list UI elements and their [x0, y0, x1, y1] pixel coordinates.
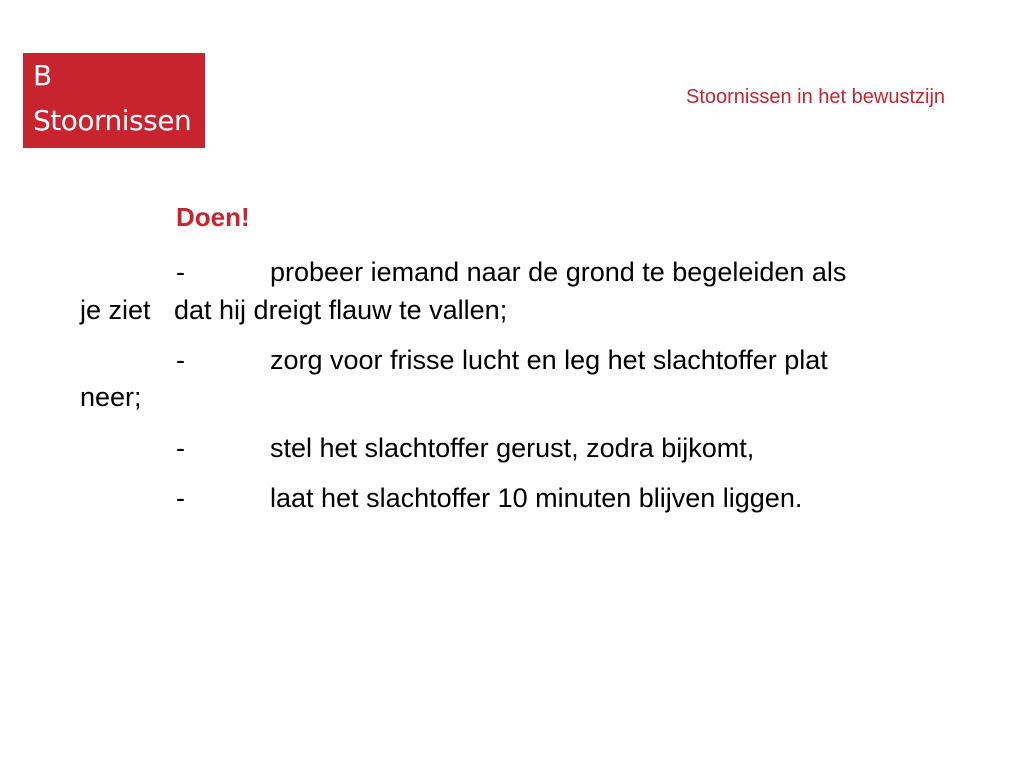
logo-line-2: Stoornissen — [33, 104, 192, 137]
bullet-text-continuation: dat hij dreigt flauw te vallen; — [174, 295, 508, 325]
bullet-text: laat het slachtoffer 10 minuten blijven liggen. — [270, 483, 803, 513]
bullet-marker: - — [176, 257, 185, 287]
logo-line-1: B — [33, 59, 53, 92]
slide-title: Stoornissen in het bewustzijn — [686, 86, 946, 108]
bullet-text: stel het slachtoffer gerust, zodra bijkomt, — [270, 433, 755, 463]
bullet-marker: - — [176, 433, 185, 463]
bullet-marker: - — [176, 345, 185, 375]
bullet-text: zorg voor frisse lucht en leg het slachtoffer plat — [270, 345, 828, 375]
bullet-marker: - — [176, 483, 185, 513]
bullet-text-continuation: neer; — [80, 382, 142, 412]
bullet-text: probeer iemand naar de grond te begeleiden als — [270, 257, 847, 287]
logo — [23, 53, 205, 148]
bullet-text-continuation: je ziet — [80, 295, 151, 325]
section-heading: Doen! — [176, 202, 250, 232]
